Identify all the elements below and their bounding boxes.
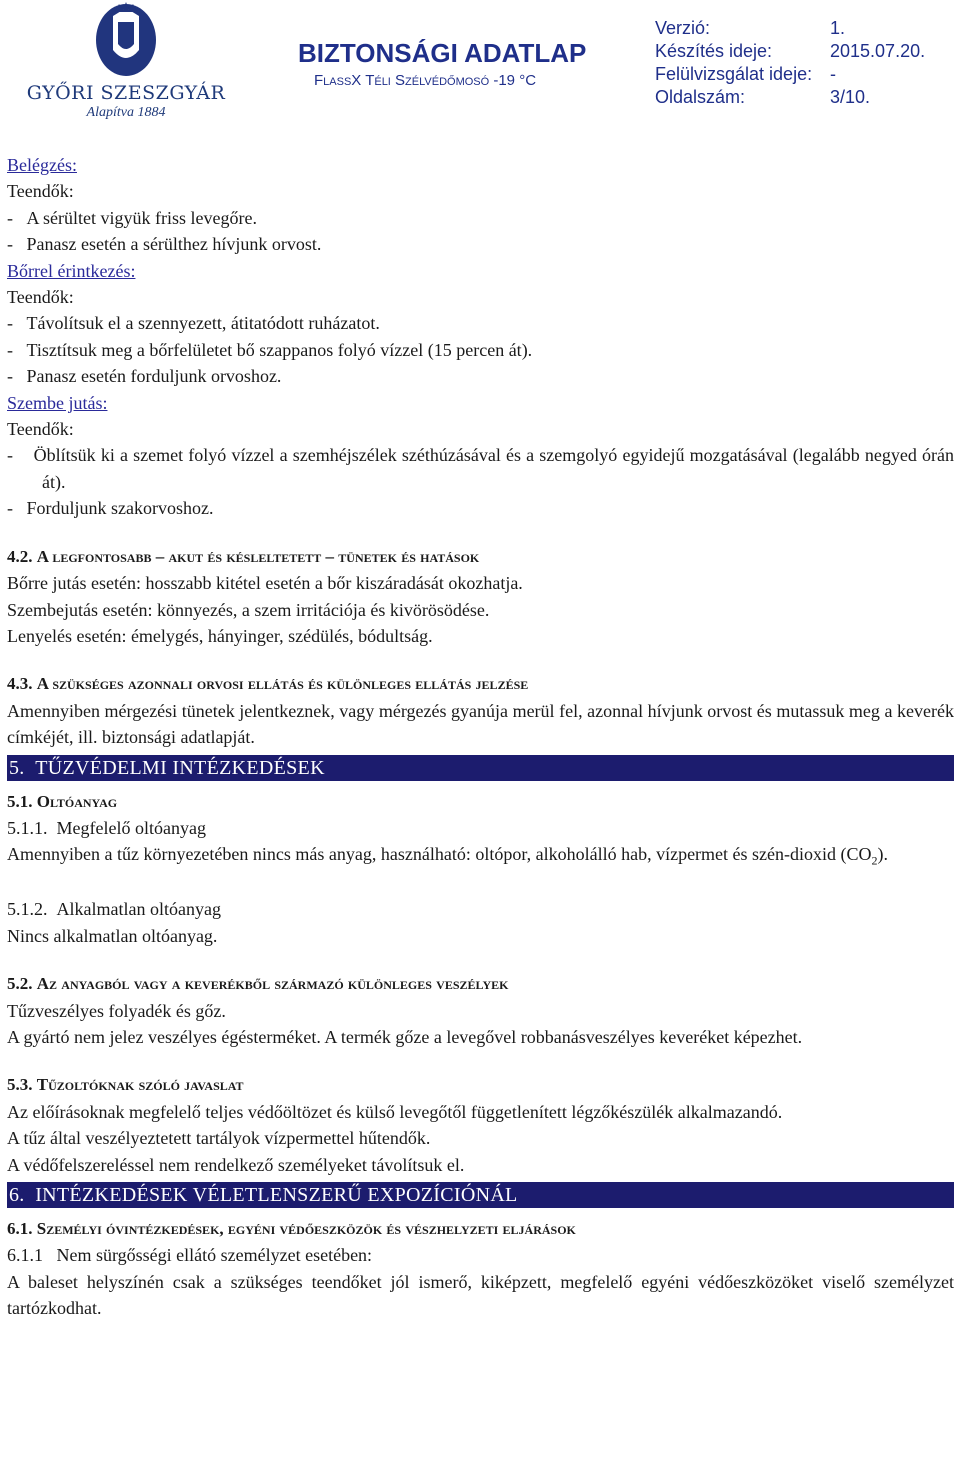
paragraph: Amennyiben mérgezési tünetek jelentkeznek, vagy mérgezés gyanúja merül fel, azonnal hívjunk orvost és mutassuk meg a keverék címkéjét, ill. biztonsági adatlapját. bbox=[7, 700, 954, 748]
logo-name: GYŐRI SZESZGYÁR bbox=[26, 82, 226, 104]
page-header bbox=[0, 0, 960, 132]
product-name: FlassX Téli Szélvédőmosó -19 °C bbox=[314, 72, 537, 89]
paragraph: Nincs alkalmatlan oltóanyag. bbox=[7, 925, 218, 946]
paragraph: Amennyiben a tűz környezetében nincs más anyag, használható: oltópor, alkoholálló hab, vízpermet és szén-dioxid $(CO_2)$. bbox=[7, 844, 889, 868]
document-title: BIZTONSÁGI ADATLAP bbox=[298, 38, 587, 68]
section-heading-5-3: 5.3. Tűzoltóknak szóló javaslat bbox=[7, 1075, 244, 1095]
eye-contact-heading: Szembe jutás: bbox=[7, 392, 108, 413]
meta-page: Oldalszám: 3/10. bbox=[655, 87, 871, 107]
paragraph: Tűzveszélyes folyadék és gőz. bbox=[7, 1000, 226, 1021]
paragraph: A védőfelszereléssel nem rendelkező személyeket távolítsuk el. bbox=[7, 1154, 465, 1175]
document-body bbox=[7, 152, 954, 1322]
inhalation-heading: Belégzés: bbox=[7, 155, 77, 175]
list-item: - Panasz esetén forduljunk orvoshoz. bbox=[7, 366, 282, 387]
section-heading-5-2: 5.2. Az anyagból vagy a keverékből származó különleges veszélyek bbox=[7, 974, 509, 994]
section-heading-5-1: 5.1. Oltóanyag bbox=[7, 791, 118, 811]
paragraph: Az előírásoknak megfelelő teljes védőöltözet és külső levegőtől függetlenített légzőkészülék alkalmazandó. bbox=[7, 1101, 783, 1122]
subsection-heading: 6.1.1 Nem sürgősségi ellátó személyzet esetében: bbox=[7, 1245, 373, 1266]
paragraph: A baleset helyszínén csak a szükséges teendőket jól ismerő, kiképzett, megfelelő egyéni védőeszközöket viselő személyzet tartózkodhat. bbox=[7, 1271, 954, 1319]
skin-contact-heading: Bőrrel érintkezés: bbox=[7, 260, 136, 281]
list-item: - Tisztítsuk meg a bőrfelületet bő szappanos folyó vízzel (15 percen át). bbox=[7, 339, 533, 360]
list-item: - A sérültet vigyük friss levegőre. bbox=[7, 207, 257, 228]
paragraph: Bőrre jutás esetén: hosszabb kitétel esetén a bőr kiszáradását okozhatja. bbox=[7, 573, 523, 594]
section-heading-4-2: 4.2. A legfontosabb – akut és késleltetett – tünetek és hatások bbox=[7, 546, 480, 566]
section-heading-4-3: 4.3. A szükséges azonnali orvosi ellátás és különleges ellátás jelzése bbox=[7, 674, 529, 694]
list-item: - Öblítsük ki a szemet folyó vízzel a szemhéjszélek széthúzásával és a szemgolyó egyidejű mozgatásával (legalább negyed órán át). bbox=[7, 445, 954, 492]
section-heading-6-1: 6.1. Személyi óvintézkedések, egyéni védőeszközök és vészhelyzeti eljárások bbox=[7, 1219, 576, 1238]
paragraph: Szembejutás esetén: könnyezés, a szem irritációja és kivörösödése. bbox=[7, 599, 490, 620]
paragraph: Lenyelés esetén: émelygés, hányinger, szédülés, bódultság. bbox=[7, 625, 433, 646]
meta-created: Készítés ideje: 2015.07.20. bbox=[655, 41, 926, 61]
section-band-5: 5. TŰZVÉDELMI INTÉZKEDÉSEK bbox=[7, 755, 954, 781]
section-band-6: 6. INTÉZKEDÉSEK VÉLETLENSZERŰ EXPOZÍCIÓNÁL bbox=[7, 1182, 954, 1208]
paragraph: A tűz által veszélyeztetett tartályok vízpermettel hűtendők. bbox=[7, 1128, 431, 1149]
meta-version: Verzió: 1. bbox=[655, 18, 846, 38]
paragraph: A gyártó nem jelez veszélyes égésterméket. A termék gőze a levegővel robbanásveszélyes keveréket képezhet. bbox=[7, 1026, 803, 1047]
document-meta bbox=[655, 18, 955, 110]
todo-label: Teendők: bbox=[7, 419, 74, 440]
list-item: - Panasz esetén a sérülthez hívjunk orvost. bbox=[7, 234, 322, 255]
logo-founded: Alapítva 1884 bbox=[86, 105, 166, 120]
company-logo bbox=[6, 2, 246, 126]
list-item: - Távolítsuk el a szennyezett, átitatódott ruházatot. bbox=[7, 313, 380, 334]
subsection-heading: 5.1.1. Megfelelő oltóanyag bbox=[7, 817, 206, 838]
todo-label: Teendők: bbox=[7, 287, 74, 308]
list-item: - Forduljunk szakorvoshoz. bbox=[7, 498, 214, 519]
meta-reviewed: Felülvizsgálat ideje: - bbox=[655, 64, 836, 84]
todo-label: Teendők: bbox=[7, 181, 74, 202]
subsection-heading: 5.1.2. Alkalmatlan oltóanyag bbox=[7, 899, 221, 920]
